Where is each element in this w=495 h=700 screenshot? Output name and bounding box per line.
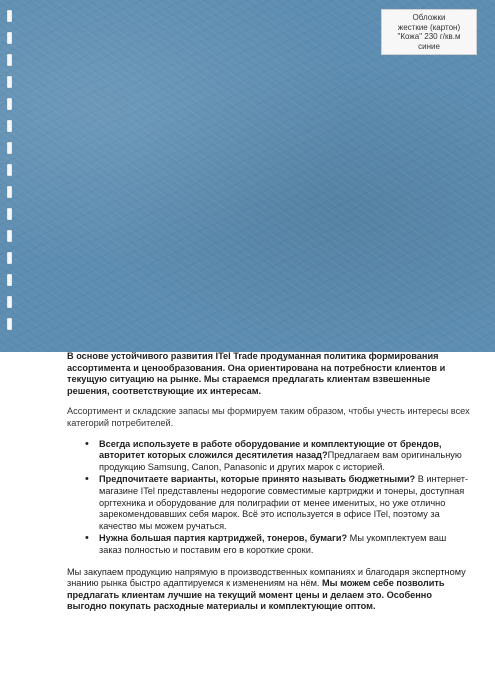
cover-label xyxy=(381,9,477,55)
binding-hole xyxy=(7,274,12,286)
final-text: Мы закупаем продукцию напрямую в производственных компаниях и благодаря экспертному знанию рынка быстро адаптируемся к изменениям на нём. xyxy=(67,566,466,589)
binding-hole xyxy=(7,76,12,88)
binding-hole xyxy=(7,296,12,308)
bullet-text: Предлагаем вам оригинальную продукцию Samsung, Canon, Panasonic и других марок с историей. xyxy=(99,450,462,472)
binding-hole xyxy=(7,120,12,132)
assortment-paragraph: Ассортимент и складские запасы мы формируем таким образом, чтобы учесть интересы всех категорий потребителей. xyxy=(67,406,470,428)
binding-hole xyxy=(7,318,12,330)
binding-hole xyxy=(7,32,12,44)
cover-label-line: синие xyxy=(418,41,440,51)
binding-hole xyxy=(7,142,12,154)
cover-label-line: Обложки xyxy=(412,13,446,22)
binding-hole xyxy=(7,252,12,264)
bullet-bold-text: Нужна большая партия картриджей, тонеров, бумаги? xyxy=(99,533,348,544)
body-text xyxy=(67,351,471,613)
final-bold-text: Мы можем себе позволить предлагать клиентам лучшие на текущий момент цены и делаем это. Особенно выгодно покупать расходные материалы и комплектующие оптом. xyxy=(67,578,445,612)
bullet-list xyxy=(67,439,471,557)
final-paragraph xyxy=(67,567,471,613)
binding-hole xyxy=(7,230,12,242)
bullet-bold-text: Предпочитаете варианты, которые принято называть бюджетными? xyxy=(99,474,416,485)
bullet-item xyxy=(99,474,471,532)
bullet-item xyxy=(99,533,471,556)
binding-hole xyxy=(7,98,12,110)
binding-hole xyxy=(7,208,12,220)
binding-hole xyxy=(7,54,12,66)
bullet-text: Мы укомплектуем ваш заказ полностью и поставим его в короткие сроки. xyxy=(99,533,447,555)
bullet-bold-text: Всегда используете в работе оборудование и комплектующие от брендов, авторитет которых сложился десятилетия назад? xyxy=(99,438,442,461)
binding-holes xyxy=(7,10,15,340)
intro-paragraph: В основе устойчивого развития ITel Trade продуманная политика формирования ассортимента и ценообразования. Она ориентирована на потребности клиентов и текущую ситуацию на рынке. Мы стараемся предлагать клиентам взвешенные решения, соответствующие их интересам. xyxy=(67,351,446,396)
binding-hole xyxy=(7,164,12,176)
bullet-item xyxy=(99,439,471,474)
cover-label-line: жесткие (картон) xyxy=(397,22,461,32)
cover-label-line: "Кожа" 230 г/кв.м xyxy=(397,32,461,41)
binding-hole xyxy=(7,186,12,198)
bullet-text: В интернет-магазине ITel представлены недорогие совместимые картриджи и тонеры, доступная оргтехника и оборудование для полиграфии от менее именитых, но уже отлично зарекомендовавших себя марок. Всё это используется в офисе ITel, поэтому за качество мы можем ручаться. xyxy=(99,474,469,531)
binding-hole xyxy=(7,10,12,22)
